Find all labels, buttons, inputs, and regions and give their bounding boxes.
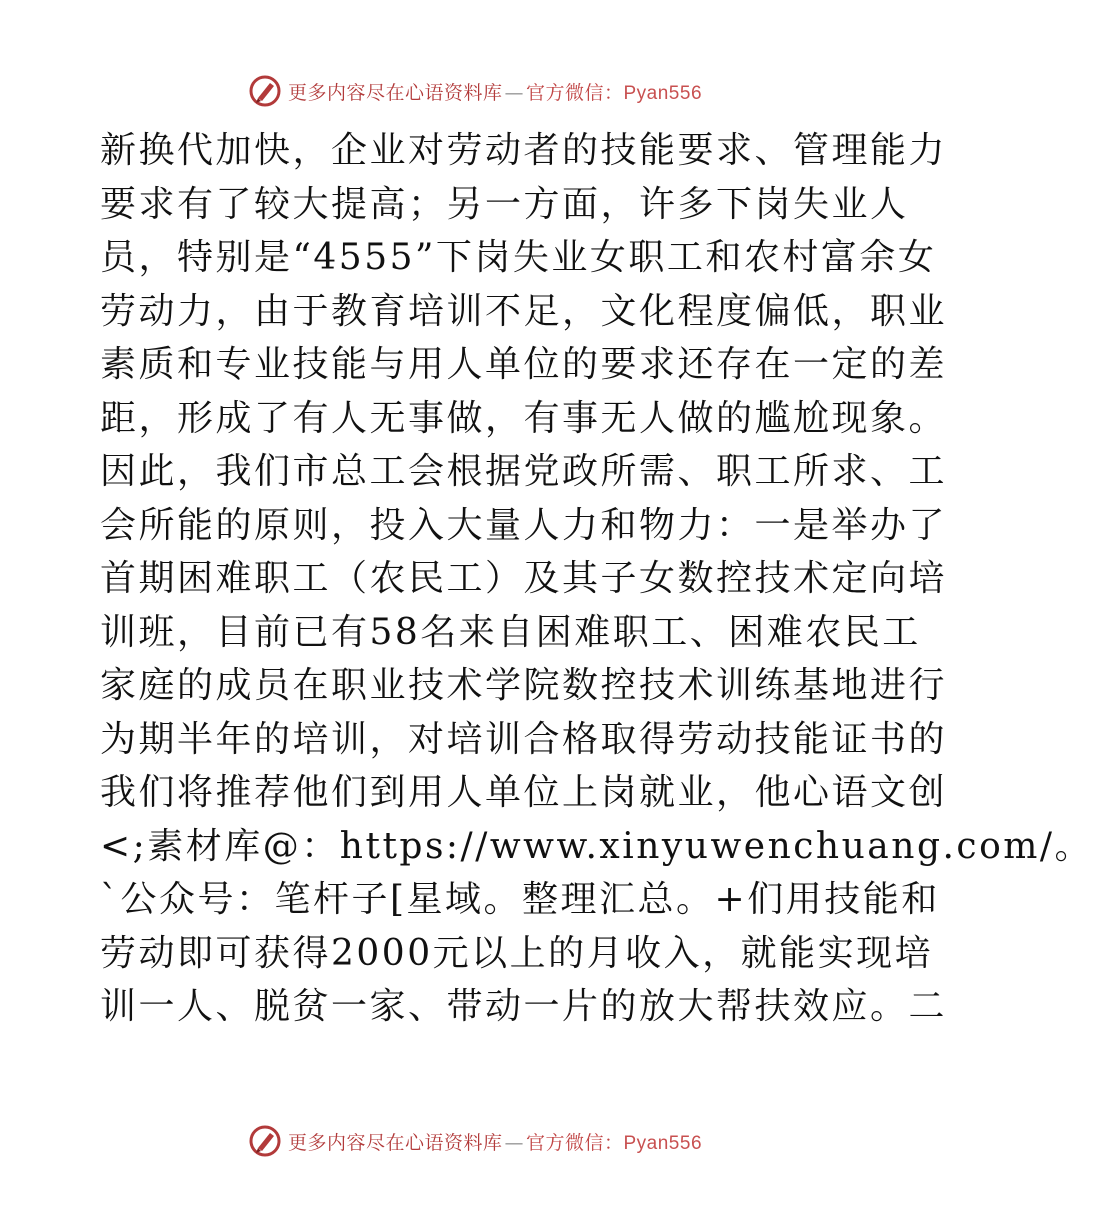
body-line: 距，形成了有人无事做，有事无人做的尴尬现象。 bbox=[100, 397, 948, 439]
header-separator: — bbox=[504, 81, 524, 104]
body-line: 新换代加快，企业对劳动者的技能要求、管理能力 bbox=[100, 130, 948, 171]
body-line: 我们将推荐他们到用人单位上岗就业，他心语文创 bbox=[100, 772, 948, 813]
body-line: `公众号：笔杆子[星域。整理汇总。+们用技能和 bbox=[100, 879, 940, 920]
header-banner-text bbox=[288, 78, 702, 105]
body-line: 会所能的原则，投入大量人力和物力：一是举办了 bbox=[100, 504, 948, 546]
header-banner-inner bbox=[248, 74, 702, 108]
footer-banner-inner bbox=[248, 1124, 702, 1158]
body-line: 训班，目前已有58名来自困难职工、困难农民工 bbox=[100, 611, 921, 653]
header-logo-text: 更多内容尽在心语资料库 bbox=[287, 81, 503, 104]
footer-banner bbox=[0, 1119, 950, 1163]
header-banner bbox=[0, 69, 950, 113]
footer-logo-text: 更多内容尽在心语资料库 bbox=[287, 1131, 503, 1154]
footer-separator: — bbox=[504, 1131, 524, 1154]
body-line: 素质和专业技能与用人单位的要求还存在一定的差 bbox=[100, 344, 948, 385]
body-line: 家庭的成员在职业技术学院数控技术训练基地进行 bbox=[100, 665, 948, 706]
body-line-url: <;素材库@：https://www.xinyuwenchuang.com/。 bbox=[100, 825, 1093, 867]
body-line: 首期困难职工（农民工）及其子女数控技术定向培 bbox=[100, 558, 948, 599]
body-line: 为期半年的培训，对培训合格取得劳动技能证书的 bbox=[100, 718, 948, 760]
body-line: 要求有了较大提高；另一方面，许多下岗失业人 bbox=[100, 183, 909, 225]
body-line: 劳动力，由于教育培训不足，文化程度偏低，职业 bbox=[100, 290, 948, 332]
body-line: 员，特别是“4555”下岗失业女职工和农村富余女 bbox=[100, 237, 937, 278]
body-line: 劳动即可获得2000元以上的月收入，就能实现培 bbox=[100, 932, 934, 974]
document-body bbox=[100, 124, 1093, 1034]
body-line: 因此，我们市总工会根据党政所需、职工所求、工 bbox=[100, 451, 948, 492]
body-line: 训一人、脱贫一家、带动一片的放大帮扶效应。二 bbox=[100, 986, 948, 1027]
footer-wechat-label: 官方微信： bbox=[525, 1131, 624, 1154]
pen-logo-icon bbox=[248, 1124, 282, 1158]
footer-banner-text bbox=[288, 1128, 702, 1155]
pen-logo-icon bbox=[248, 74, 282, 108]
footer-wechat-id: Pyan556 bbox=[623, 1132, 703, 1154]
header-wechat-label: 官方微信： bbox=[525, 81, 624, 104]
header-wechat-id: Pyan556 bbox=[623, 82, 703, 104]
